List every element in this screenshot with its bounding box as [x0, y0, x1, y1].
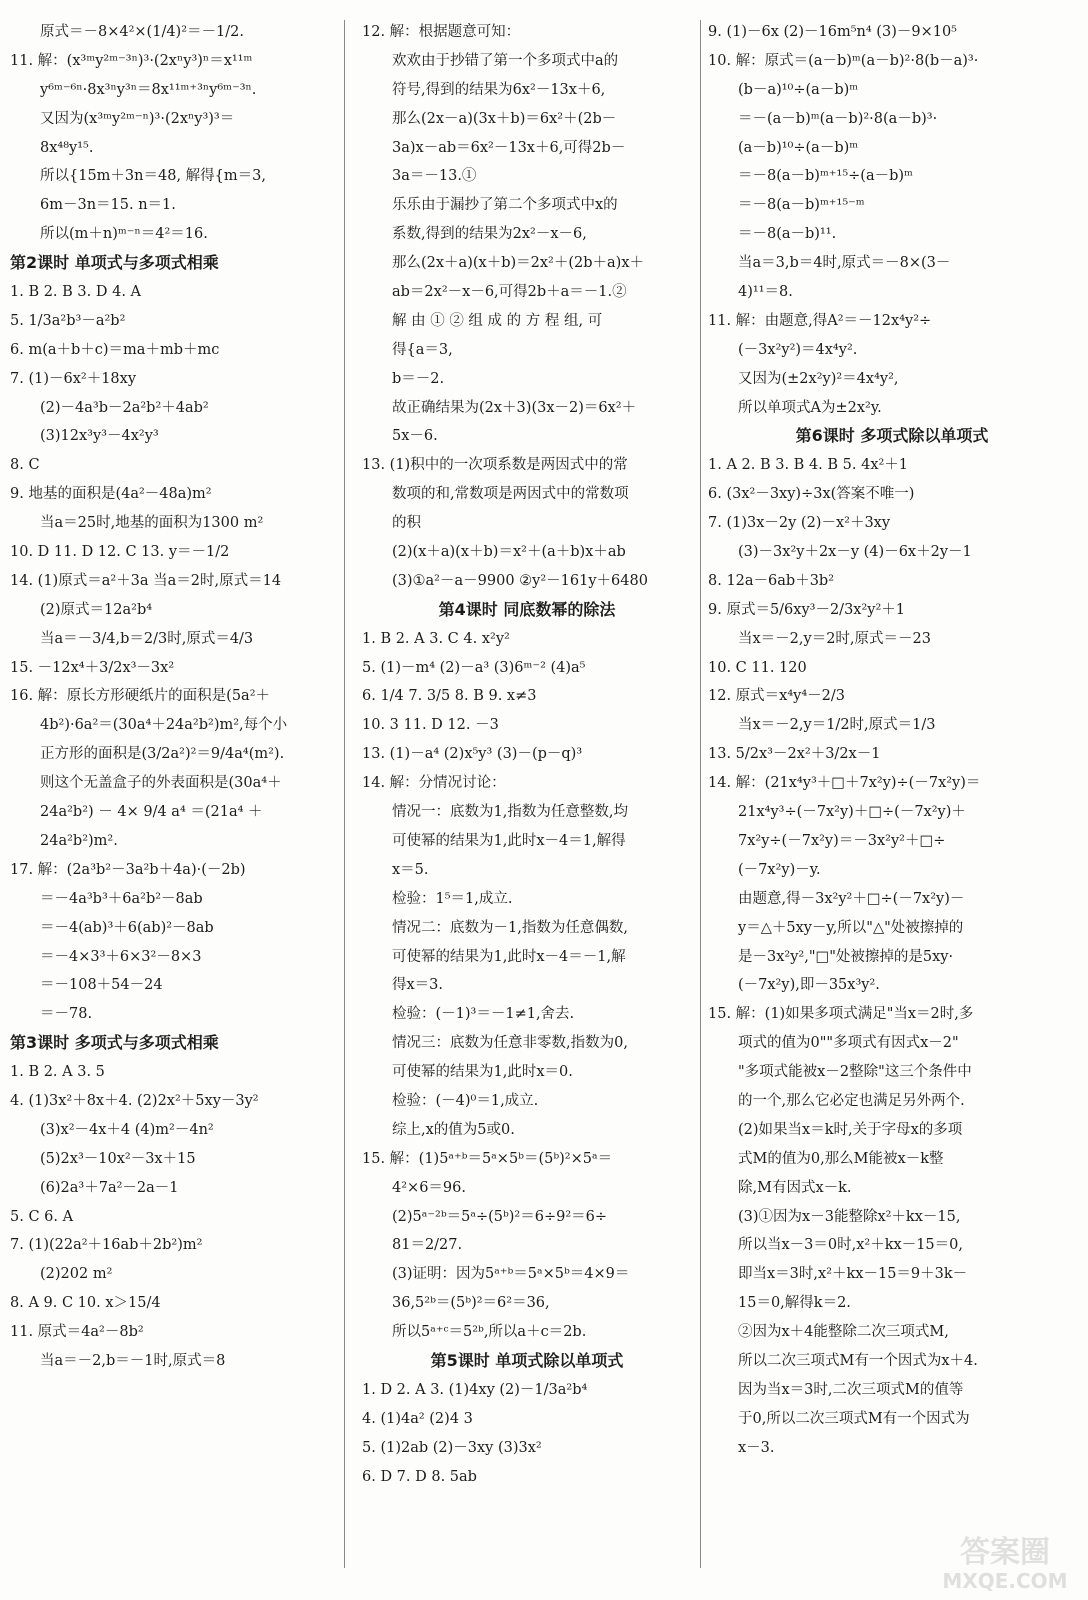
answer-line: (b－a)¹⁰÷(a－b)ᵐ [738, 81, 859, 98]
answer-line: 10. 3 11. D 12. －3 [362, 717, 499, 734]
answer-line: 除,M有因式x－k. [738, 1179, 852, 1196]
answer-line: 又因为(x³ᵐy²ᵐ⁻ⁿ)³·(2xⁿy³)³＝ [40, 110, 235, 127]
section-heading: 第6课时 多项式除以单项式 [795, 426, 989, 446]
answer-line: 17. 解：(2a³b²－3a²b＋4a)·(－2b) [10, 861, 246, 878]
answer-line: 所以单项式A为±2x²y. [738, 399, 882, 416]
answer-line: 项式的值为0""多项式有因式x－2" [738, 1035, 959, 1052]
answer-line: 可使幂的结果为1,此时x－4＝－1,解 [392, 948, 626, 965]
answer-line: 1. B 2. B 3. D 4. A [10, 284, 142, 301]
column-divider [700, 20, 701, 1568]
answer-line: 的积 [392, 515, 421, 532]
answer-line: 6. (3x²－3xy)÷3x(答案不唯一) [708, 486, 915, 503]
answer-line: 1. B 2. A 3. 5 [10, 1064, 105, 1081]
answer-line: 15. 解：(1)5ᵃ⁺ᵇ＝5ᵃ×5ᵇ＝(5ᵇ)²×5ᵃ＝ [362, 1150, 613, 1167]
answer-line: 所以5ᵃ⁺ᶜ＝5²ᵇ,所以a＋c＝2b. [392, 1324, 587, 1341]
answer-line: 正方形的面积是(3/2a²)²＝9/4a⁴(m²). [40, 746, 285, 763]
answer-line: 5. 1/3a²b³－a²b² [10, 312, 126, 329]
answer-line: 8. 12a－6ab＋3b² [708, 572, 835, 589]
answer-line: 检验：1⁵＝1,成立. [392, 890, 513, 907]
answer-line: 符号,得到的结果为6x²－13x＋6, [392, 81, 606, 98]
answer-line: ＝－(a－b)ᵐ(a－b)²·8(a－b)³· [738, 110, 938, 127]
answer-line: 情况一：底数为1,指数为任意整数,均 [392, 804, 628, 821]
answer-line: 11. 解：由题意,得A²＝－12x⁴y²÷ [708, 312, 932, 329]
answer-line: 式M的值为0,那么M能被x－k整 [738, 1150, 944, 1167]
answer-line: 情况三：底数为任意非零数,指数为0, [392, 1035, 628, 1052]
answer-line: 所以(m＋n)ᵐ⁻ⁿ＝4²＝16. [40, 226, 208, 243]
answer-line: y＝△＋5xy－y,所以"△"处被擦掉的 [738, 919, 964, 936]
answer-line: 5. (1)2ab (2)－3xy (3)3x² [362, 1439, 542, 1456]
answer-line: ②因为x＋4能整除二次三项式M, [738, 1324, 949, 1341]
answer-line: 13. 5/2x³－2x²＋3/2x－1 [708, 746, 881, 763]
answer-line: 当x＝－2,y＝2时,原式＝－23 [738, 630, 931, 647]
answer-line: ＝－78. [40, 1006, 93, 1023]
answer-line: 原式＝－8×4²×(1/4)²＝－1/2. [40, 24, 244, 40]
answer-line: 13. (1)－a⁴ (2)x⁵y³ (3)－(p－q)³ [362, 746, 583, 763]
answer-line: 数项的和,常数项是两因式中的常数项 [392, 486, 629, 503]
answer-line: 因为当x＝3时,二次三项式M的值等 [738, 1381, 964, 1398]
answer-line: (－7x²y),即－35x³y². [738, 977, 880, 994]
answer-line: 4. (1)3x²＋8x＋4. (2)2x²＋5xy－3y² [10, 1092, 259, 1109]
answer-line: (3)x²－4x＋4 (4)m²－4n² [40, 1121, 214, 1138]
answer-line: (6)2a³＋7a²－2a－1 [40, 1179, 179, 1196]
section-heading: 第3课时 多项式与多项式相乘 [10, 1033, 219, 1053]
answer-line: 即当x＝3时,x²＋kx－15＝9＋3k－ [738, 1266, 968, 1283]
answer-line: 15. －12x⁴＋3/2x³－3x² [10, 659, 175, 676]
answer-line: (2)原式＝12a²b⁴ [40, 601, 153, 618]
answer-line: 6m－3n＝15. n＝1. [40, 197, 176, 214]
site-watermark-logo [930, 1530, 1080, 1594]
answer-line: 10. C 11. 120 [708, 659, 807, 676]
answer-line: 1. D 2. A 3. (1)4xy (2)－1/3a²b⁴ [362, 1381, 588, 1398]
answer-line: ab＝2x²－x－6,可得2b＋a＝－1.② [392, 284, 627, 301]
answer-line: 系数,得到的结果为2x²－x－6, [392, 226, 587, 243]
answer-line: 5x－6. [392, 428, 438, 445]
answer-line: 10. D 11. D 12. C 13. y＝－1/2 [10, 544, 230, 561]
answer-line: 当a＝－3/4,b＝2/3时,原式＝4/3 [40, 630, 254, 647]
answer-column-left [10, 18, 330, 1376]
answer-line: 11. 原式＝4a²－8b² [10, 1324, 144, 1341]
answer-line: (5)2x³－10x²－3x＋15 [40, 1150, 196, 1167]
answer-line: 3a)x－ab＝6x²－13x＋6,可得2b－ [392, 139, 626, 156]
answer-line: 10. 解：原式＝(a－b)ᵐ(a－b)²·8(b－a)³· [708, 52, 979, 69]
answer-line: b＝－2. [392, 370, 445, 387]
answer-line: (3)－3x²y＋2x－y (4)－6x＋2y－1 [738, 544, 972, 561]
answer-line: 当x＝－2,y＝1/2时,原式＝1/3 [738, 717, 936, 734]
answer-line: 7. (1)3x－2y (2)－x²＋3xy [708, 515, 891, 532]
answer-line: (－7x²y)－y. [738, 861, 821, 878]
answer-line: "多项式能被x－2整除"这三个条件中 [738, 1064, 972, 1081]
answer-line: ＝－8(a－b)ᵐ⁺¹⁵⁻ᵐ [738, 197, 865, 214]
watermark-title: 答案圈 [960, 1535, 1050, 1570]
answer-line: 6. 1/4 7. 3/5 8. B 9. x≠3 [362, 688, 537, 705]
answer-line: 是－3x²y²,"□"处被擦掉的是5xy· [738, 948, 954, 965]
answer-line: 13. (1)积中的一次项系数是两因式中的常 [362, 457, 628, 474]
answer-line: 于0,所以二次三项式M有一个因式为 [738, 1410, 970, 1427]
answer-line: 1. A 2. B 3. B 4. B 5. 4x²＋1 [708, 457, 909, 474]
answer-line: (－3x²y²)＝4x⁴y². [738, 341, 858, 358]
answer-line: 8x⁴⁸y¹⁵. [40, 139, 94, 156]
answer-line: 乐乐由于漏抄了第二个多项式中x的 [392, 197, 618, 214]
answer-line: (2)202 m² [40, 1266, 113, 1283]
answer-line: 36,5²ᵇ＝(5ᵇ)²＝6²＝36, [392, 1295, 550, 1312]
answer-line: 4b²)·6a²＝(30a⁴＋24a²b²)m²,每个小 [40, 717, 288, 734]
answer-line: 得x＝3. [392, 977, 444, 994]
answer-line: 14. 解：分情况讨论： [362, 775, 506, 792]
answer-line: 故正确结果为(2x＋3)(3x－2)＝6x²＋ [392, 399, 637, 416]
answer-line: 12. 原式＝x⁴y⁴－2/3 [708, 688, 845, 705]
answer-line: 6. m(a＋b＋c)＝ma＋mb＋mc [10, 341, 220, 358]
answer-line: 可使幂的结果为1,此时x－4＝1,解得 [392, 832, 626, 849]
answer-line: (3)①a²－a－9900 ②y²－161y＋6480 [392, 572, 648, 589]
answer-line: 情况二：底数为－1,指数为任意偶数, [392, 919, 628, 936]
answer-line: 可使幂的结果为1,此时x＝0. [392, 1064, 573, 1081]
answer-line: (2)－4a³b－2a²b²＋4ab² [40, 399, 209, 416]
answer-line: x＝5. [392, 861, 429, 878]
answer-line: (3)①因为x－3能整除x²＋kx－15, [738, 1208, 961, 1225]
answer-line: 当a＝25时,地基的面积为1300 m² [40, 515, 264, 532]
answer-line: 8. C [10, 457, 40, 474]
answer-column-middle [362, 18, 692, 1491]
section-heading: 第2课时 单项式与多项式相乘 [10, 253, 219, 273]
answer-line: 21x⁴y³÷(－7x²y)＋□÷(－7x²y)＋ [738, 804, 966, 821]
answer-line: 检验：(－4)⁰＝1,成立. [392, 1092, 539, 1109]
watermark-url: MXQE.COM [942, 1569, 1068, 1593]
answer-line: 3a＝－13.① [392, 168, 477, 185]
answer-line: 16. 解：原长方形硬纸片的面积是(5a²＋ [10, 688, 271, 705]
answer-line: 那么(2x＋a)(x＋b)＝2x²＋(2b＋a)x＋ [392, 255, 644, 272]
answer-line: 5. (1)－m⁴ (2)－a³ (3)6ᵐ⁻² (4)a⁵ [362, 659, 586, 676]
answer-line: 24a²b²)m². [40, 832, 118, 849]
answer-line: (2)5ᵃ⁻²ᵇ＝5ᵃ÷(5ᵇ)²＝6÷9²＝6÷ [392, 1208, 608, 1225]
answer-line: (2)如果当x＝k时,关于字母x的多项 [738, 1121, 963, 1138]
section-heading: 第5课时 单项式除以单项式 [430, 1350, 624, 1370]
answer-line: 又因为(±2x²y)²＝4x⁴y², [738, 370, 899, 387]
answer-line: y⁶ᵐ⁻⁶ⁿ·8x³ⁿy³ⁿ＝8x¹¹ᵐ⁺³ⁿy⁶ᵐ⁻³ⁿ. [40, 81, 257, 98]
answer-line: (2)(x＋a)(x＋b)＝x²＋(a＋b)x＋ab [392, 544, 626, 561]
answer-line: 14. 解：(21x⁴y³＋□＋7x²y)÷(－7x²y)＝ [708, 775, 981, 792]
answer-line: 9. 原式＝5/6xy³－2/3x²y²＋1 [708, 601, 906, 618]
answer-line: 24a²b²) － 4× 9/4 a⁴ ＝(21a⁴ ＋ [40, 804, 263, 821]
answer-line: 的一个,那么它必定也满足另外两个. [738, 1092, 965, 1109]
answer-line: 解 由 ① ② 组 成 的 方 程 组, 可 [392, 312, 603, 329]
answer-line: 4. (1)4a² (2)4 3 [362, 1410, 473, 1427]
answer-line: 7x²y÷(－7x²y)＝－3x²y²＋□÷ [738, 832, 946, 849]
answer-line: 所以当x－3＝0时,x²＋kx－15＝0, [738, 1237, 963, 1254]
answer-line: 7. (1)(22a²＋16ab＋2b²)m² [10, 1237, 203, 1254]
answer-line: (3)证明：因为5ᵃ⁺ᵇ＝5ᵃ×5ᵇ＝4×9＝ [392, 1266, 630, 1283]
answer-column-right [708, 18, 1076, 1463]
answer-line: ＝－4a³b³＋6a²b²－8ab [40, 890, 203, 907]
answer-line: 则这个无盖盒子的外表面积是(30a⁴＋ [40, 775, 282, 792]
answer-line: ＝－8(a－b)ᵐ⁺¹⁵÷(a－b)ᵐ [738, 168, 913, 185]
answer-line: 当a＝－2,b＝－1时,原式＝8 [40, 1352, 226, 1369]
answer-line: 检验：(－1)³＝－1≠1,舍去. [392, 1006, 575, 1023]
answer-line: 7. (1)－6x²＋18xy [10, 370, 137, 387]
answer-line: 欢欢由于抄错了第一个多项式中a的 [392, 52, 619, 69]
answer-line: ＝－4(ab)³＋6(ab)²－8ab [40, 919, 214, 936]
answer-line: 4)¹¹＝8. [738, 284, 793, 301]
answer-line: 81＝2/27. [392, 1237, 463, 1254]
answer-line: (3)12x³y³－4x²y³ [40, 428, 159, 445]
answer-line: 15. 解：(1)如果多项式满足"当x＝2时,多 [708, 1006, 974, 1023]
answer-line: 当a＝3,b＝4时,原式＝－8×(3－ [738, 255, 951, 272]
answer-line: 那么(2x－a)(3x＋b)＝6x²＋(2b－ [392, 110, 617, 127]
answer-line: 14. (1)原式＝a²＋3a 当a＝2时,原式＝14 [10, 572, 282, 589]
answer-line: 5. C 6. A [10, 1208, 74, 1225]
answer-line: (a－b)¹⁰÷(a－b)ᵐ [738, 139, 859, 156]
answer-line: 9. (1)－6x (2)－16m⁵n⁴ (3)－9×10⁵ [708, 24, 957, 40]
answer-line: 1. B 2. A 3. C 4. x²y² [362, 630, 510, 647]
answer-line: ＝－108＋54－24 [40, 977, 163, 994]
answer-line: 4²×6＝96. [392, 1179, 466, 1196]
answer-line: 所以二次三项式M有一个因式为x＋4. [738, 1352, 978, 1369]
answer-line: 12. 解：根据题意可知： [362, 24, 521, 40]
section-heading: 第4课时 同底数幂的除法 [438, 599, 616, 619]
answer-line: 综上,x的值为5或0. [392, 1121, 515, 1138]
answer-line: 6. D 7. D 8. 5ab [362, 1468, 477, 1485]
column-divider [344, 20, 345, 1568]
answer-line: 得{a＝3, [392, 341, 453, 358]
answer-line: 由题意,得－3x²y²＋□÷(－7x²y)－ [738, 890, 965, 907]
answer-line: 所以{15m＋3n＝48, 解得{m＝3, [40, 168, 266, 185]
answer-line: ＝－4×3³＋6×3²－8×3 [40, 948, 202, 965]
answer-line: 15＝0,解得k＝2. [738, 1295, 851, 1312]
answer-line: 11. 解：(x³ᵐy²ᵐ⁻³ⁿ)³·(2xⁿy³)ⁿ＝x¹¹ᵐ [10, 52, 253, 69]
answer-line: 8. A 9. C 10. x＞15/4 [10, 1295, 161, 1312]
answer-line: x－3. [738, 1439, 775, 1456]
answer-line: 9. 地基的面积是(4a²－48a)m² [10, 486, 212, 503]
answer-line: ＝－8(a－b)¹¹. [738, 226, 837, 243]
